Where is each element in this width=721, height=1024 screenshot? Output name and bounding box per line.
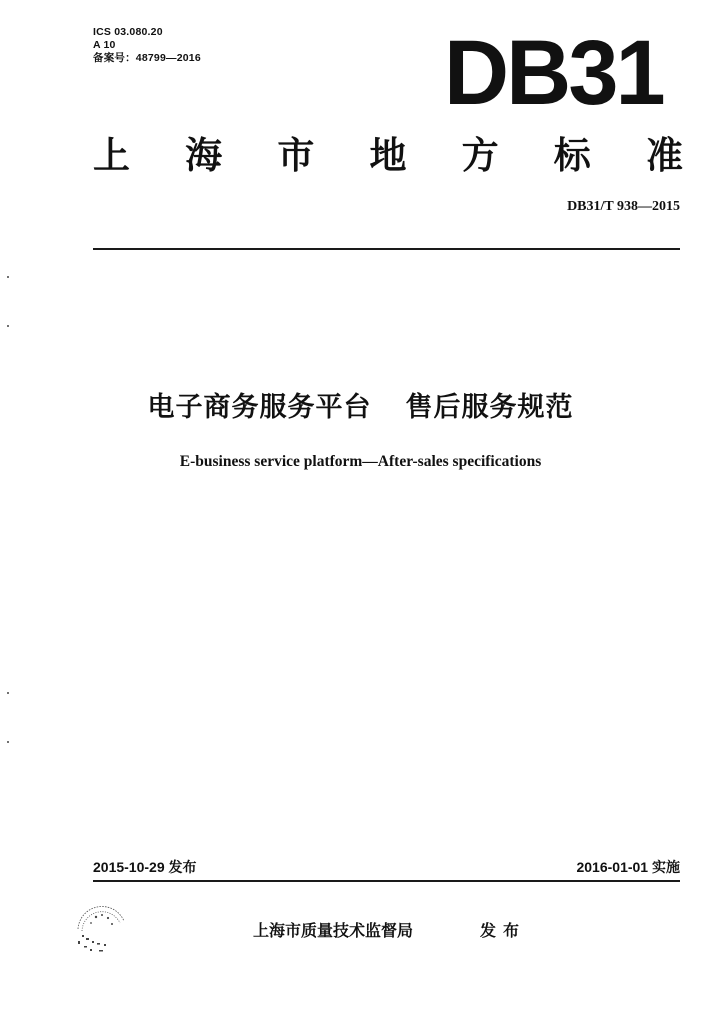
standard-type-heading: [93, 128, 683, 176]
standard-type-char: 市: [277, 133, 315, 177]
standard-type-char: 标: [553, 133, 591, 177]
scan-speck: [7, 325, 9, 327]
standard-type-char: 海: [185, 133, 223, 177]
english-title: E-business service platform—After-sales specifications: [179, 453, 542, 470]
standard-type-char: 方: [461, 133, 499, 177]
title-part-1: 电子商务服务平台: [147, 392, 372, 423]
ics-code: ICS 03.080.20: [93, 26, 163, 38]
filing-number: 备案号：48799—2016: [93, 52, 201, 64]
scan-speck: [7, 276, 9, 278]
document-title: [0, 385, 721, 424]
library-stamp-icon: [66, 895, 136, 959]
top-divider: [93, 248, 680, 250]
scan-speck: [7, 692, 9, 694]
standard-type-char: 上: [93, 133, 130, 177]
standard-code: DB31/T 938—2015: [567, 199, 680, 214]
effective-date: 2016-01-01 实施: [576, 859, 680, 875]
issuing-authority: 上海市质量技术监督局: [253, 921, 414, 940]
publish-date: 2015-10-29 发布: [93, 859, 197, 875]
db31-logo: DB31: [444, 22, 663, 124]
scan-speck: [7, 741, 9, 743]
standard-type-char: 地: [369, 133, 407, 177]
standard-type-char: 准: [645, 133, 683, 177]
issue-label: 发布: [480, 921, 527, 940]
bottom-divider: [93, 880, 680, 882]
title-part-2: 售后服务规范: [405, 392, 574, 423]
ccs-code: A 10: [93, 39, 116, 51]
